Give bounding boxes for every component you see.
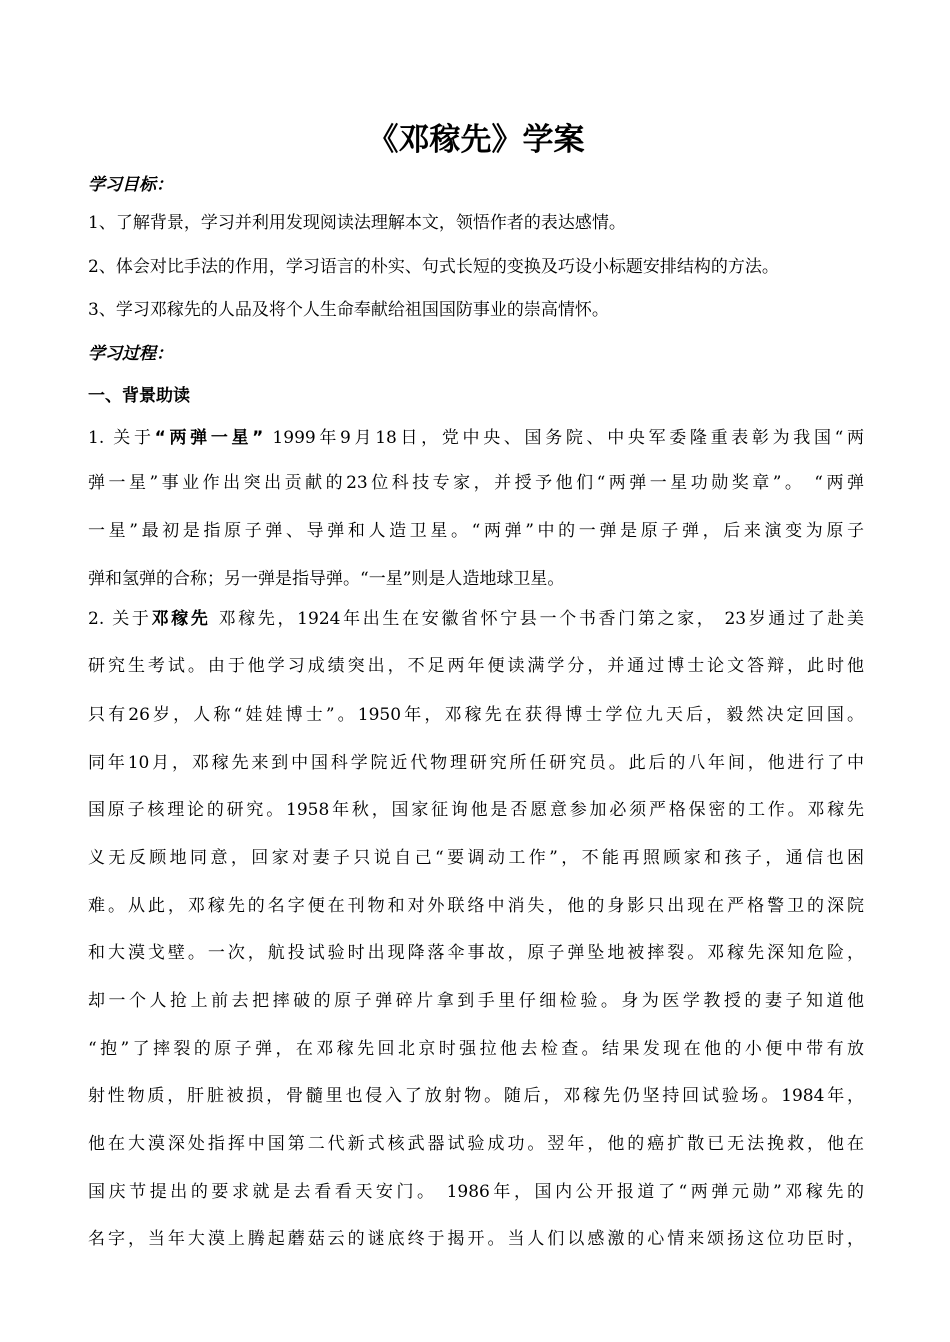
item2-first-line — [88, 606, 864, 632]
item1-line: 一星”最初是指原子弹、导弹和人造卫星。“两弹”中的一弹是原子弹，后来演变为原子 — [88, 521, 864, 541]
document-title: 《邓稼先》学案 — [367, 122, 585, 158]
item2-line: 国庆节提出的要求就是去看看天安门。 1986年，国内公开报道了“两弹元勋”邓稼先的 — [88, 1182, 864, 1202]
item1-bold-term: “两弹一星” — [154, 428, 264, 448]
item1-line: 弹一星”事业作出突出贡献的23位科技专家，并授予他们“两弹一星功勋奖章”。 “两弹 — [88, 473, 864, 493]
objectives-heading: 学习目标： — [88, 175, 173, 195]
item2-bold-term: 邓稼先 — [151, 609, 211, 629]
item2-line: 同年10月，邓稼先来到中国科学院近代物理研究所任研究员。此后的八年间，他进行了中 — [88, 753, 864, 773]
objective-item-2: 2、体会对比手法的作用，学习语言的朴实、句式长短的变换及巧设小标题安排结构的方法。 — [88, 257, 779, 277]
item2-line: 和大漠戈壁。一次，航投试验时出现降落伞事故，原子弹坠地被摔裂。邓稼先深知危险， — [88, 943, 864, 963]
process-heading: 学习过程： — [88, 344, 173, 364]
item2-line: 义无反顾地同意，回家对妻子只说自己“要调动工作”，不能再照顾家和孩子，通信也困 — [88, 848, 864, 868]
item1-line: 弹和氢弹的合称；另一弹是指导弹。“一星”则是人造地球卫星。 — [88, 569, 565, 589]
item2-line: 却一个人抢上前去把摔破的原子弹碎片拿到手里仔细检验。身为医学教授的妻子知道他 — [88, 991, 864, 1011]
objective-item-1: 1、了解背景，学习并利用发现阅读法理解本文，领悟作者的表达感情。 — [88, 213, 626, 233]
item2-line: 射性物质，肝脏被损，骨髓里也侵入了放射物。随后，邓稼先仍坚持回试验场。1984年， — [88, 1086, 864, 1106]
item1-first-line-text: 1999年9月18日，党中央、国务院、中央军委隆重表彰为我国“两 — [263, 428, 864, 448]
item1-prefix: 1. 关于 — [88, 428, 155, 448]
item2-line: “抱”了摔裂的原子弹，在邓稼先回北京时强拉他去检查。结果发现在他的小便中带有放 — [88, 1039, 864, 1059]
item2-prefix: 2. 关于 — [88, 609, 152, 629]
item2-line: 他在大漠深处指挥中国第二代新式核武器试验成功。翌年，他的癌扩散已无法挽救，他在 — [88, 1134, 864, 1154]
item2-line: 研究生考试。由于他学习成绩突出，不足两年便读满学分，并通过博士论文答辩，此时他 — [88, 656, 864, 676]
item2-line: 难。从此，邓稼先的名字便在刊物和对外联络中消失，他的身影只出现在严格警卫的深院 — [88, 896, 864, 916]
item2-first-line-text: 邓稼先，1924年出生在安徽省怀宁县一个书香门第之家， 23岁通过了赴美 — [210, 609, 865, 629]
item1-first-line — [88, 425, 864, 451]
objective-item-3: 3、学习邓稼先的人品及将个人生命奉献给祖国国防事业的崇高情怀。 — [88, 300, 609, 320]
section-heading-background: 一、背景助读 — [88, 386, 190, 406]
item2-line: 名字，当年大漠上腾起蘑菇云的谜底终于揭开。当人们以感激的心情来颂扬这位功臣时， — [88, 1229, 864, 1249]
item2-line: 国原子核理论的研究。1958年秋，国家征询他是否愿意参加必须严格保密的工作。邓稼先 — [88, 800, 864, 820]
item2-line: 只有26岁，人称“娃娃博士”。1950年，邓稼先在获得博士学位九天后，毅然决定回国。 — [88, 705, 864, 725]
